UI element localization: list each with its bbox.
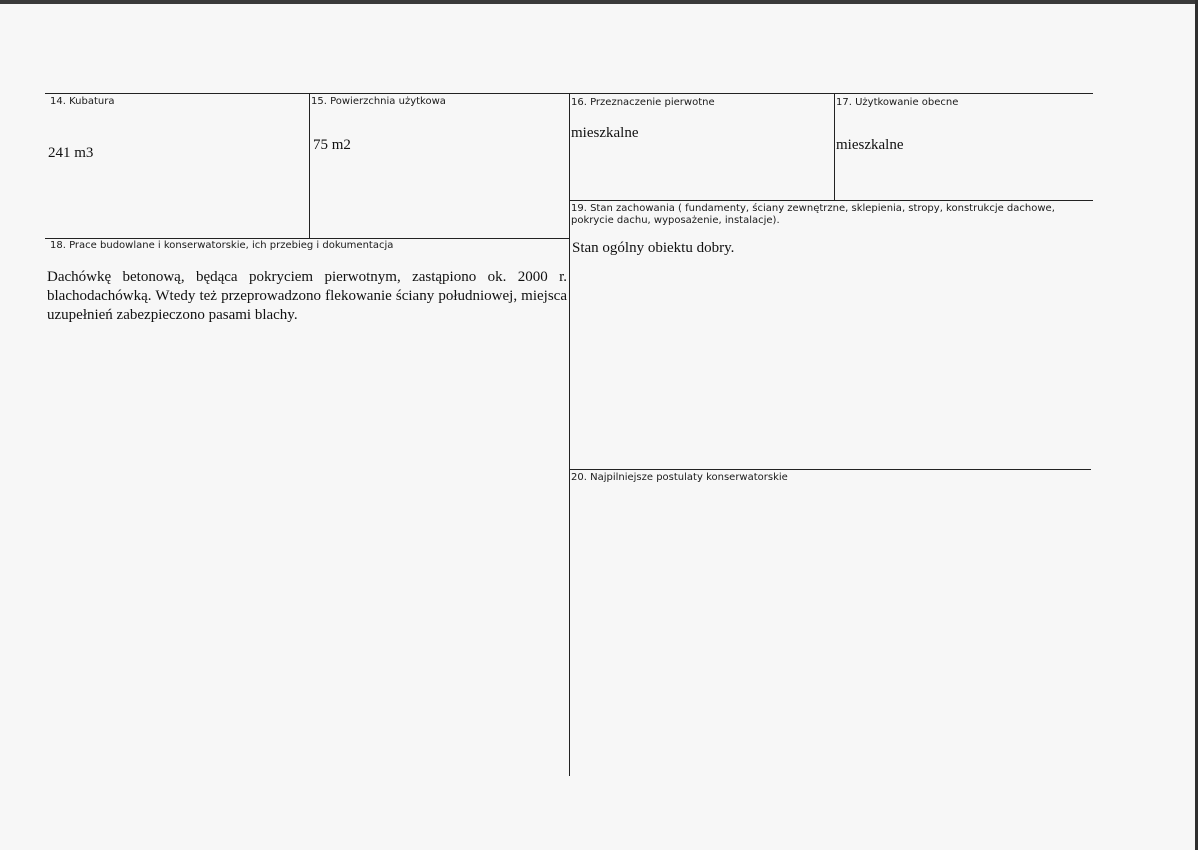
field-18-label: 18. Prace budowlane i konserwatorskie, ich przebieg i dokumentacja [50,240,394,251]
divider-14-15 [309,93,310,238]
field-19-value: Stan ogólny obiektu dobry. [572,240,735,256]
divider-16-17 [834,93,835,200]
field-16-label: 16. Przeznaczenie pierwotne [571,97,715,108]
field-16-value: mieszkalne [571,125,639,141]
divider-center [569,93,570,776]
field-17-value: mieszkalne [836,137,904,153]
field-18-value: Dachówkę betonową, będąca pokryciem pierwotnym, zastąpiono ok. 2000 r. blachodachówką. Wtedy też przeprowadzono flekowanie ściany południowej, miejsca uzupełnień zabezpieczono pasami blachy. [47,269,567,323]
field-15-label: 15. Powierzchnia użytkowa [311,96,446,107]
field-17-label: 17. Użytkowanie obecne [836,97,959,108]
scan-top-edge [0,0,1198,4]
row-19-line [569,200,1093,201]
row-20-line [569,469,1091,470]
field-20-label: 20. Najpilniejsze postulaty konserwatorskie [571,472,788,483]
field-14-value: 241 m3 [48,145,94,161]
row-18-line [45,238,569,239]
field-19-label: 19. Stan zachowania ( fundamenty, ściany zewnętrzne, sklepienia, stropy, konstrukcje dachowe, pokrycie dachu, wyposażenie, instalacje). [571,203,1055,226]
field-14-label: 14. Kubatura [50,96,115,107]
field-15-value: 75 m2 [313,137,351,153]
